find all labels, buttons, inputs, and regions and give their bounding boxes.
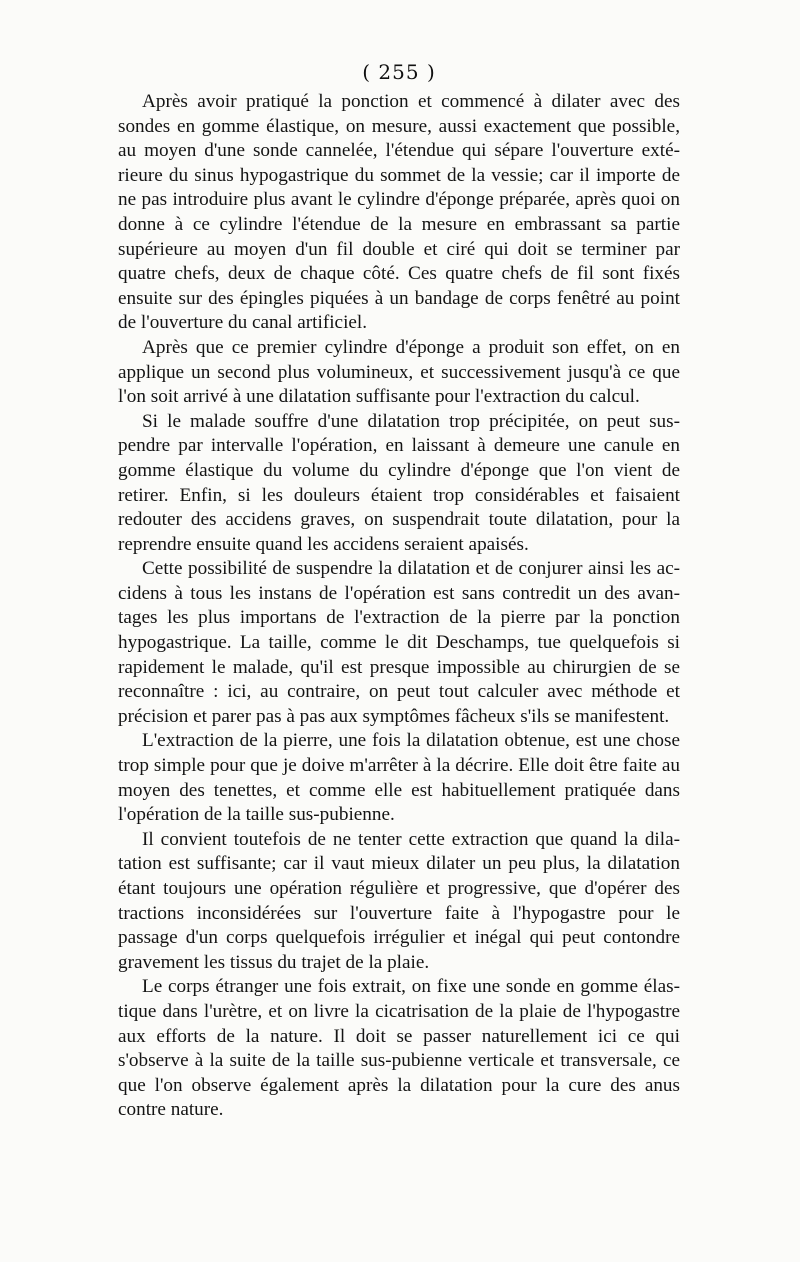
paragraph-1: Après avoir pratiqué la ponction et commencé à dilater avec des sondes en gomme élastique, on mesure, aussi exactement que possible, au moyen d'une sonde cannelée, l'étendue qui sépare l'ouverture extérieure du sinus hypogastrique du sommet de la vessie; car il importe de ne pas introduire plus avant le cylindre d'éponge préparée, après quoi on donne à ce cylindre l'étendue de la mesure en embrassant sa partie supérieure au moyen d'un fil double et ciré qui doit se terminer par quatre chefs, deux de chaque côté. Ces quatre chefs de fil sont fixés ensuite sur des épingles piquées à un bandage de corps fenêtré au point de l'ouverture du canal artificiel. xyxy=(118,91,680,334)
page-number: ( 255 ) xyxy=(362,60,436,84)
paragraph-7: Le corps étranger une fois extrait, on fixe une sonde en gomme élastique dans l'urètre, et on livre la cicatrisation de la plaie de l'hypogastre aux efforts de la nature. Il doit se passer naturellement ici ce qui s'observe à la suite de la taille sus-pubienne verticale et transversale, ce que l'on observe également après la dilatation pour la cure des anus contre nature. xyxy=(118,976,680,1121)
paragraph-6: Il convient toutefois de ne tenter cette extraction que quand la dilatation est suffisante; car il vaut mieux dilater un peu plus, la dilatation étant toujours une opération régulière et progressive, que d'opérer des tractions inconsidérées sur l'ouverture faite à l'hypogastre pour le passage d'un corps quelquefois irrégulier et inégal qui peut contondre gravement les tissus du trajet de la plaie. xyxy=(118,828,680,973)
book-page xyxy=(118,58,680,1123)
paragraph-2: Après que ce premier cylindre d'éponge a produit son effet, on en applique un second plus volumineux, et successivement jusqu'à ce que l'on soit arrivé à une dilatation suffisante pour l'extraction du calcul. xyxy=(118,336,680,408)
paragraph-4: Cette possibilité de suspendre la dilatation et de conjurer ainsi les accidens à tous les instans de l'opération est sans contredit un des avantages les plus importans de l'extraction de la pierre par la ponction hypogastrique. La taille, comme le dit Deschamps, tue quelquefois si rapidement le malade, qu'il est presque impossible au chirurgien de se reconnaître : ici, au contraire, on peut tout calculer avec méthode et précision et parer pas à pas aux symptômes fâcheux s'ils se manifestent. xyxy=(118,558,680,727)
paragraph-3: Si le malade souffre d'une dilatation trop précipitée, on peut suspendre par intervalle l'opération, en laissant à demeure une canule en gomme élastique du volume du cylindre d'éponge que l'on vient de retirer. Enfin, si les douleurs étaient trop considérables et faisaient redouter des accidens graves, on suspendrait toute dilatation, pour la reprendre ensuite quand les accidens seraient apaisés. xyxy=(118,410,680,555)
paragraph-5: L'extraction de la pierre, une fois la dilatation obtenue, est une chose trop simple pour que je doive m'arrêter à la décrire. Elle doit être faite au moyen des tenettes, et comme elle est habituellement pratiquée dans l'opération de la taille sus-pubienne. xyxy=(118,730,680,826)
